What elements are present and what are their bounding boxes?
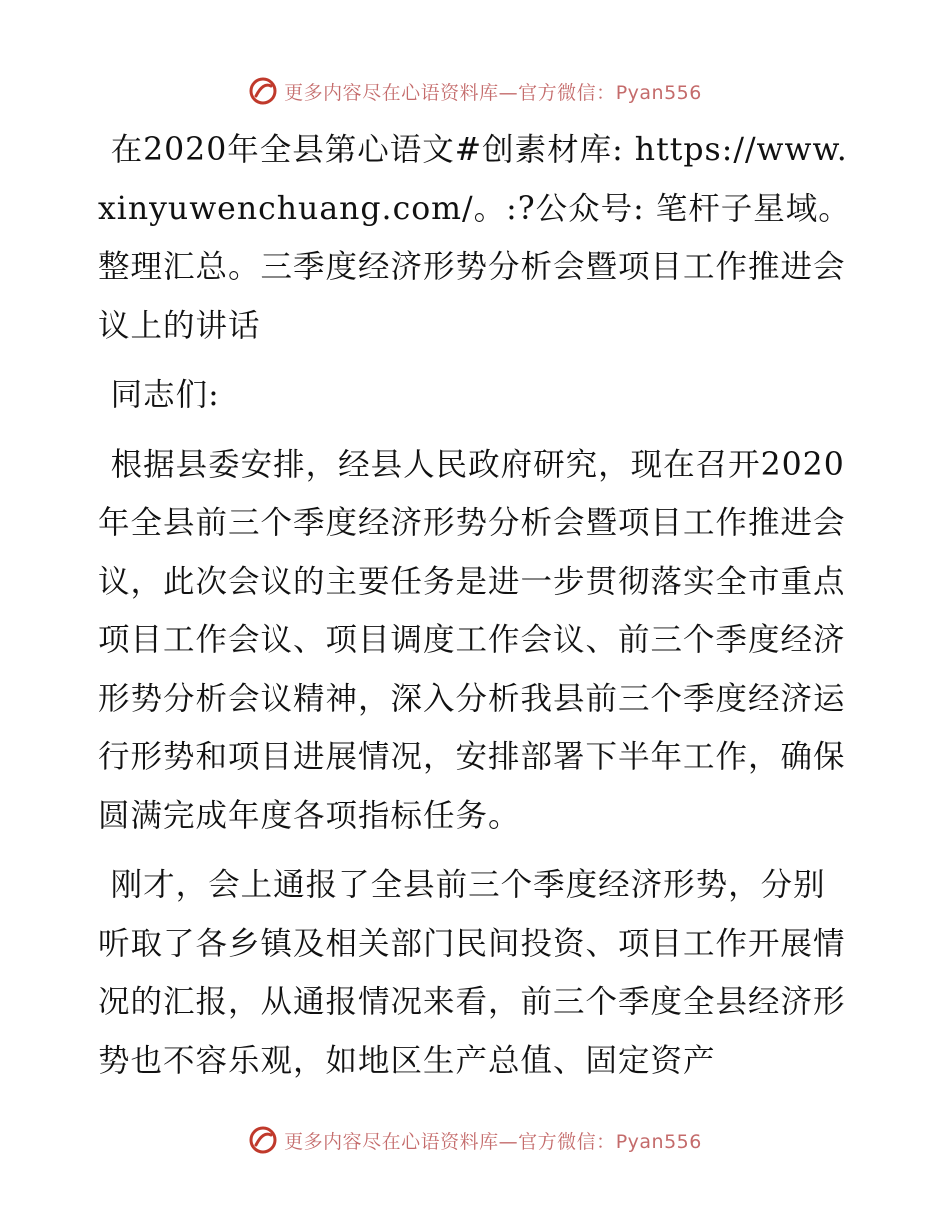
red-swirl-pen-icon (248, 1125, 278, 1155)
banner-text: 更多内容尽在心语资料库—官方微信：Pyan556 (284, 1130, 702, 1153)
document-body (98, 121, 858, 1090)
red-swirl-pen-icon (248, 76, 278, 106)
footer-watermark-banner (0, 1120, 950, 1160)
body-paragraph: 根据县委安排，经县人民政府研究，现在召开2020年全县前三个季度经济形势分析会暨项目工作推进会议，此次会议的主要任务是进一步贯彻落实全市重点项目工作会议、项目调度工作会议、前三个季度经济形势分析会议精神，深入分析我县前三个季度经济运行形势和项目进展情况，安排部署下半年工作，确保圆满完成年度各项指标任务。 (98, 446, 846, 834)
document-title: 在2020年全县第心语文#创素材库: https://www.xinyuwenchuang.com/。:?公众号: 笔杆子星域。整理汇总。三季度经济形势分析会暨项目工作推进会议上的讲话 (98, 132, 851, 344)
header-watermark-banner (0, 71, 950, 111)
banner-text: 更多内容尽在心语资料库—官方微信：Pyan556 (284, 81, 702, 104)
body-paragraph: 刚才，会上通报了全县前三个季度经济形势，分别听取了各乡镇及相关部门民间投资、项目工作开展情况的汇报，从通报情况来看，前三个季度全县经济形势也不容乐观，如地区生产总值、固定资产 (98, 867, 846, 1079)
greeting: 同志们: (110, 377, 220, 413)
